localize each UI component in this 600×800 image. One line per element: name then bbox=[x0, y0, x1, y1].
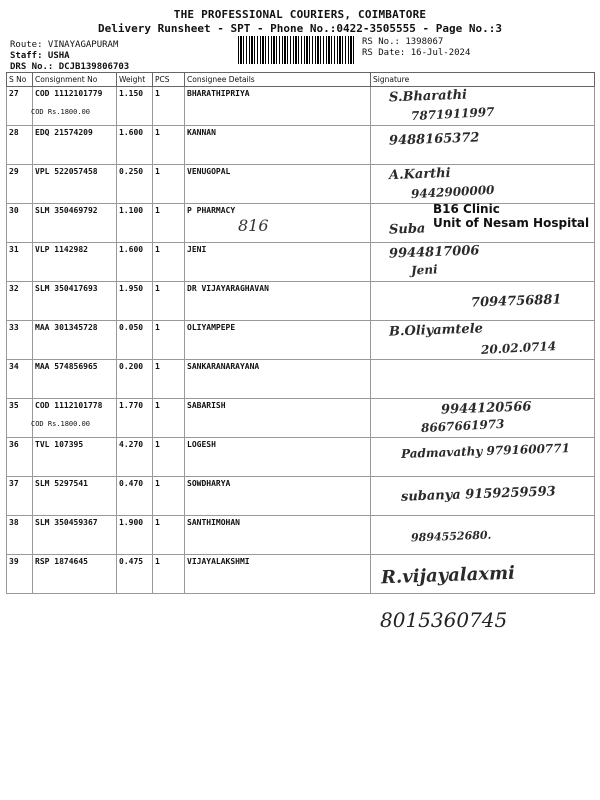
row-consignee: VENUGOPAL bbox=[185, 165, 371, 204]
consignment-no: RSP 1874645 bbox=[35, 557, 88, 566]
col-signature: Signature bbox=[371, 73, 595, 87]
consignment-no: EDQ 21574209 bbox=[35, 128, 93, 137]
signature-text: R.vijayalaxmi bbox=[380, 562, 516, 589]
signature-text: B.Oliyamtele bbox=[388, 321, 484, 340]
row-consignment bbox=[33, 87, 117, 126]
row-consignee: LOGESH bbox=[185, 438, 371, 477]
cod-amount: COD Rs.1800.00 bbox=[31, 420, 91, 428]
row-weight: 1.600 bbox=[117, 243, 153, 282]
row-consignment bbox=[33, 165, 117, 204]
row-sno: 39 bbox=[7, 555, 33, 594]
table-row bbox=[7, 204, 595, 243]
row-pcs: 1 bbox=[153, 243, 185, 282]
stamp-line-2: Unit of Nesam Hospital bbox=[433, 216, 590, 230]
row-weight: 1.770 bbox=[117, 399, 153, 438]
company-title: THE PROFESSIONAL COURIERS, COIMBATORE bbox=[173, 8, 427, 21]
row-weight: 1.100 bbox=[117, 204, 153, 243]
rs-date: RS Date: 16-Jul-2024 bbox=[362, 48, 471, 58]
col-pcs: PCS bbox=[153, 73, 185, 87]
row-consignee: SANTHIMOHAN bbox=[185, 516, 371, 555]
row-pcs: 1 bbox=[153, 477, 185, 516]
table-row bbox=[7, 282, 595, 321]
row-signature bbox=[371, 360, 595, 399]
table-row bbox=[7, 516, 595, 555]
signature-phone: 9442900000 bbox=[410, 182, 495, 202]
consignment-no: TVL 107395 bbox=[35, 440, 84, 449]
row-consignee: SANKARANARAYANA bbox=[185, 360, 371, 399]
row-consignee: SOWDHARYA bbox=[185, 477, 371, 516]
row-signature bbox=[371, 399, 595, 438]
row-pcs: 1 bbox=[153, 87, 185, 126]
row-sno: 36 bbox=[7, 438, 33, 477]
table-row bbox=[7, 126, 595, 165]
row-pcs: 1 bbox=[153, 555, 185, 594]
row-signature bbox=[371, 321, 595, 360]
row-signature bbox=[371, 243, 595, 282]
row-signature bbox=[371, 165, 595, 204]
signature-text: 9894552680. bbox=[410, 528, 492, 545]
row-weight: 1.600 bbox=[117, 126, 153, 165]
row-signature bbox=[371, 438, 595, 477]
signature-text: Suba bbox=[388, 221, 426, 238]
row-sno: 37 bbox=[7, 477, 33, 516]
consignment-no: SLM 350417693 bbox=[35, 284, 98, 293]
row-consignment bbox=[33, 477, 117, 516]
table-header-row bbox=[7, 73, 595, 87]
signature-phone: 8667661973 bbox=[420, 416, 505, 436]
row-pcs: 1 bbox=[153, 321, 185, 360]
row-consignee: VIJAYALAKSHMI bbox=[185, 555, 371, 594]
row-signature bbox=[371, 126, 595, 165]
row-pcs: 1 bbox=[153, 165, 185, 204]
table-row bbox=[7, 399, 595, 438]
consignment-no: COD 1112101778 bbox=[35, 401, 103, 410]
consignment-no: COD 1112101779 bbox=[35, 89, 103, 98]
row-weight: 4.270 bbox=[117, 438, 153, 477]
row-consignee: KANNAN bbox=[185, 126, 371, 165]
consignment-no: MAA 301345728 bbox=[35, 323, 98, 332]
table-row bbox=[7, 321, 595, 360]
row-sno: 30 bbox=[7, 204, 33, 243]
col-consignment: Consignment No bbox=[33, 73, 117, 87]
row-signature bbox=[371, 87, 595, 126]
row-consignee: OLIYAMPEPE bbox=[185, 321, 371, 360]
row-consignment bbox=[33, 282, 117, 321]
row-pcs: 1 bbox=[153, 438, 185, 477]
cod-amount: COD Rs.1800.00 bbox=[31, 108, 91, 116]
bottom-handwritten-number: 8015360745 bbox=[380, 608, 508, 632]
row-sno: 32 bbox=[7, 282, 33, 321]
consignment-no: VLP 1142982 bbox=[35, 245, 88, 254]
stamp-line-1: B16 Clinic bbox=[433, 202, 500, 216]
signature-text: Padmavathy 9791600771 bbox=[400, 441, 571, 461]
row-weight: 0.250 bbox=[117, 165, 153, 204]
table-row bbox=[7, 165, 595, 204]
col-weight: Weight bbox=[117, 73, 153, 87]
row-weight: 0.475 bbox=[117, 555, 153, 594]
row-pcs: 1 bbox=[153, 282, 185, 321]
signature-text: S.Bharathi bbox=[388, 87, 468, 106]
signature-text: subanya 9159259593 bbox=[400, 484, 556, 505]
table-row bbox=[7, 477, 595, 516]
row-consignment bbox=[33, 360, 117, 399]
runsheet-table bbox=[6, 72, 595, 594]
signature-text: 9944817006 bbox=[388, 243, 480, 262]
row-consignment bbox=[33, 243, 117, 282]
row-sno: 35 bbox=[7, 399, 33, 438]
row-pcs: 1 bbox=[153, 126, 185, 165]
row-pcs: 1 bbox=[153, 399, 185, 438]
row-signature bbox=[371, 516, 595, 555]
row-pcs: 1 bbox=[153, 516, 185, 555]
route-label: Route: VINAYAGAPURAM bbox=[10, 40, 119, 50]
consignment-no: SLM 350459367 bbox=[35, 518, 98, 527]
row-consignment bbox=[33, 438, 117, 477]
row-weight: 1.150 bbox=[117, 87, 153, 126]
row-sno: 31 bbox=[7, 243, 33, 282]
row-consignment bbox=[33, 399, 117, 438]
consignment-no: MAA 574856965 bbox=[35, 362, 98, 371]
row-consignee: DR VIJAYARAGHAVAN bbox=[185, 282, 371, 321]
handwritten-note: 816 bbox=[238, 216, 269, 235]
table-row bbox=[7, 555, 595, 594]
row-consignment bbox=[33, 321, 117, 360]
row-sno: 34 bbox=[7, 360, 33, 399]
signature-text: 9944120566 bbox=[440, 399, 532, 418]
row-consignee: P PHARMACY bbox=[185, 204, 371, 243]
staff-label: Staff: USHA bbox=[10, 51, 70, 61]
col-sno: S No bbox=[7, 73, 33, 87]
barcode-image bbox=[238, 36, 356, 64]
row-consignment bbox=[33, 555, 117, 594]
signature-text: 9488165372 bbox=[388, 130, 480, 149]
consignment-no: VPL 522057458 bbox=[35, 167, 98, 176]
row-signature bbox=[371, 555, 595, 594]
row-sno: 28 bbox=[7, 126, 33, 165]
row-sno: 29 bbox=[7, 165, 33, 204]
signature-phone: 7871911997 bbox=[410, 104, 495, 124]
signature-text: A.Karthi bbox=[388, 165, 451, 184]
table-row bbox=[7, 87, 595, 126]
row-consignment bbox=[33, 516, 117, 555]
col-consignee: Consignee Details bbox=[185, 73, 371, 87]
row-weight: 1.950 bbox=[117, 282, 153, 321]
row-consignment bbox=[33, 204, 117, 243]
row-pcs: 1 bbox=[153, 204, 185, 243]
row-signature bbox=[371, 282, 595, 321]
row-consignee: BHARATHIPRIYA bbox=[185, 87, 371, 126]
signature-name: Jeni bbox=[410, 262, 438, 278]
row-consignment bbox=[33, 126, 117, 165]
consignment-no: SLM 5297541 bbox=[35, 479, 88, 488]
row-consignee: SABARISH bbox=[185, 399, 371, 438]
row-sno: 27 bbox=[7, 87, 33, 126]
signature-date: 20.02.0714 bbox=[480, 339, 557, 357]
rs-number: RS No.: 1398067 bbox=[362, 37, 444, 47]
row-weight: 0.470 bbox=[117, 477, 153, 516]
row-pcs: 1 bbox=[153, 360, 185, 399]
row-signature bbox=[371, 204, 595, 243]
consignment-no: SLM 350469792 bbox=[35, 206, 98, 215]
table-row bbox=[7, 438, 595, 477]
clinic-stamp bbox=[433, 202, 589, 230]
table-row bbox=[7, 243, 595, 282]
runsheet-subtitle: Delivery Runsheet - SPT - Phone No.:0422-3505555 - Page No.:3 bbox=[98, 22, 502, 35]
row-consignee: JENI bbox=[185, 243, 371, 282]
row-sno: 38 bbox=[7, 516, 33, 555]
row-signature bbox=[371, 477, 595, 516]
row-sno: 33 bbox=[7, 321, 33, 360]
signature-text: 7094756881 bbox=[470, 292, 562, 311]
row-weight: 0.200 bbox=[117, 360, 153, 399]
row-weight: 0.050 bbox=[117, 321, 153, 360]
drs-number: DRS No.: DCJB139806703 bbox=[10, 62, 130, 72]
table-row bbox=[7, 360, 595, 399]
row-weight: 1.900 bbox=[117, 516, 153, 555]
